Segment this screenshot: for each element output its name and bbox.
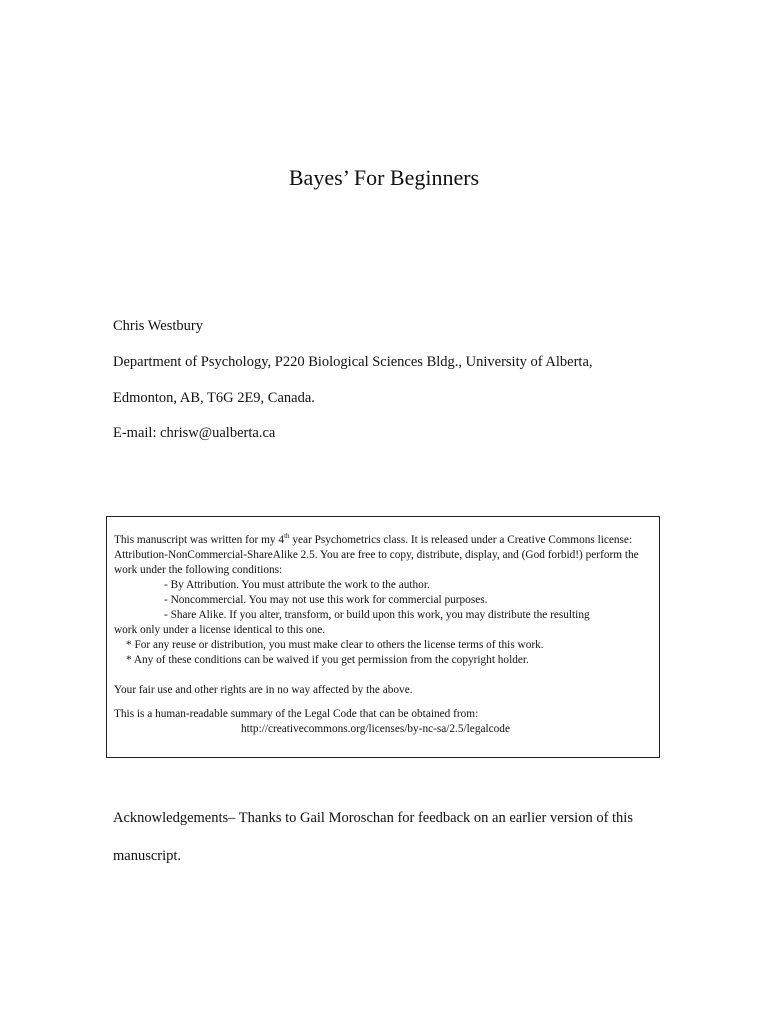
author-department: Department of Psychology, P220 Biological Sciences Bldg., University of Alberta,	[113, 354, 593, 370]
condition-attribution: - By Attribution. You must attribute the work to the author.	[164, 579, 430, 591]
legal-code-url[interactable]: http://creativecommons.org/licenses/by-nc-sa/2.5/legalcode	[241, 723, 510, 735]
condition-noncommercial: - Noncommercial. You may not use this work for commercial purposes.	[164, 594, 488, 606]
fair-use-statement: Your fair use and other rights are in no way affected by the above.	[114, 684, 413, 696]
license-intro-superscript: th	[284, 532, 290, 541]
author-email: E-mail: chrisw@ualberta.ca	[113, 425, 276, 441]
acknowledgements-line-1: Acknowledgements– Thanks to Gail Moroschan for feedback on an earlier version of this	[113, 810, 633, 826]
condition-share-alike-continued: work only under a license identical to this one.	[114, 624, 326, 636]
license-intro-rest: year Psychometrics class. It is released under a Creative Commons license: Attribution-NonCommercial-ShareAlike 2.5. You are free to copy, distribute, display, and (God forbid!) perform the work under the following conditions:	[114, 534, 639, 576]
license-intro	[114, 533, 653, 578]
page-title: Bayes’ For Beginners	[288, 165, 480, 190]
legal-code-summary: This is a human-readable summary of the Legal Code that can be obtained from:	[114, 708, 479, 720]
license-box	[106, 516, 660, 758]
license-intro-start: This manuscript was written for my 4	[114, 534, 285, 546]
author-name: Chris Westbury	[113, 318, 203, 334]
note-reuse: * For any reuse or distribution, you must make clear to others the license terms of this work.	[126, 639, 544, 651]
acknowledgements-line-2: manuscript.	[113, 848, 182, 864]
condition-share-alike: - Share Alike. If you alter, transform, or build upon this work, you may distribute the resulting	[164, 609, 590, 621]
note-waiver: * Any of these conditions can be waived if you get permission from the copyright holder.	[126, 654, 529, 666]
author-address: Edmonton, AB, T6G 2E9, Canada.	[113, 390, 315, 406]
